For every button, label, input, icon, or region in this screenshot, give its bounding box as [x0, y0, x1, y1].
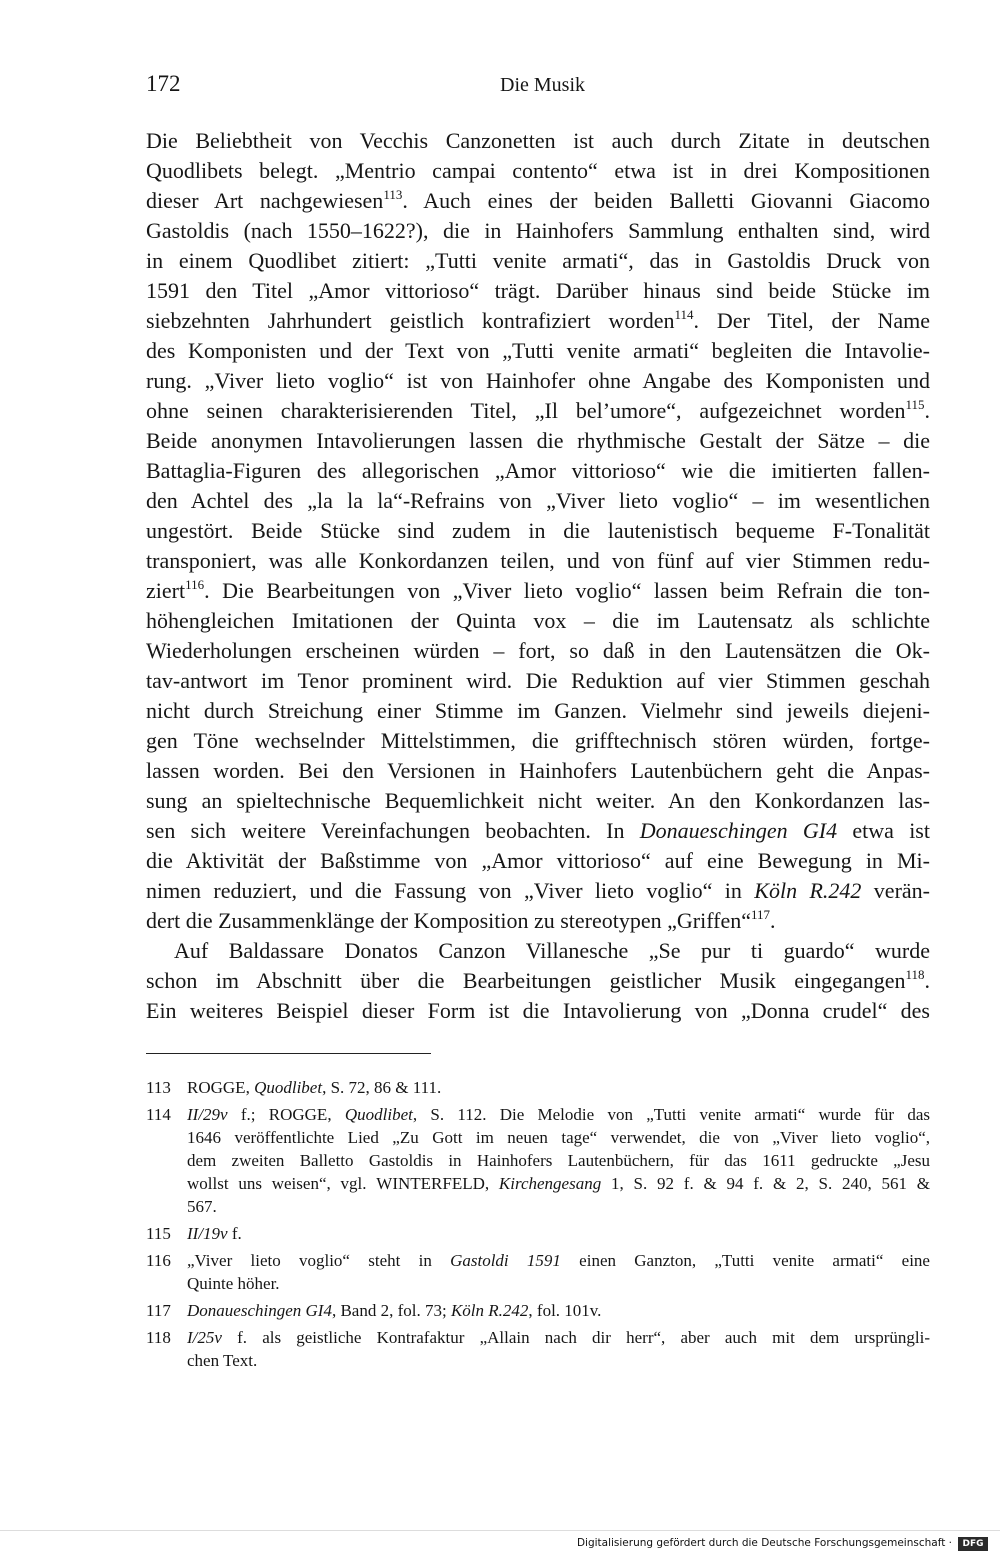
text-run: tav-antwort im Tenor prominent wird. Die Reduktion auf vier Stimmen geschah: [146, 668, 930, 693]
footnotes: [146, 1076, 930, 1376]
text-run: des Komponisten und der Text von „Tutti venite armati“ begleiten die Intavolie-: [146, 338, 930, 363]
text-run: ,: [484, 1174, 499, 1193]
footnote-number: 117: [146, 1301, 171, 1320]
text-line: [146, 906, 930, 936]
text-line: [146, 456, 930, 486]
text-run: . Auch eines der beiden Balletti Giovanni Giacomo: [402, 188, 930, 213]
text-line: [146, 396, 930, 426]
text-run: f.: [227, 1224, 242, 1243]
text-line: [146, 366, 930, 396]
italic-text: II/19v: [187, 1224, 228, 1243]
text-line: [146, 846, 930, 876]
text-run: 1646 veröffentlichte Lied „Zu Gott im neuen tage“ verwendet, die von „Viver lieto voglio“,: [187, 1128, 930, 1147]
running-head: Die Musik: [500, 74, 585, 96]
footnote-number: 114: [146, 1105, 171, 1124]
text-run: .: [770, 908, 776, 933]
text-line: [146, 186, 930, 216]
text-run: , S. 72, 86 & 111.: [322, 1078, 442, 1097]
text-line: [146, 546, 930, 576]
text-run: etwa ist: [837, 818, 930, 843]
text-line: [146, 756, 930, 786]
text-run: ungestört. Beide Stücke sind zudem in die lautenistisch bequeme F-Tonalität: [146, 518, 930, 543]
footnote-line: [187, 1249, 930, 1272]
footnote-number: 118: [146, 1328, 171, 1347]
footnote-line: [187, 1195, 930, 1218]
dfg-logo-icon: DFG: [958, 1537, 988, 1551]
text-run: 1, S. 92 f. & 94 f. & 2, S. 240, 561 &: [601, 1174, 931, 1193]
footnote-line: [187, 1326, 930, 1349]
text-line: [146, 246, 930, 276]
text-run: rung. „Viver lieto voglio“ ist von Hainhofer ohne Angabe des Komponisten und: [146, 368, 930, 393]
banner-text: Digitalisierung gefördert durch die Deutsche Forschungsgemeinschaft ·: [576, 1537, 952, 1549]
text-run: chen Text.: [187, 1351, 258, 1370]
italic-text: II/29v: [187, 1105, 228, 1124]
text-line: [146, 816, 930, 846]
footnote-reference: 117: [751, 907, 771, 922]
italic-text: I/25v: [187, 1328, 222, 1347]
italic-text: Quodlibet: [344, 1105, 413, 1124]
text-line: [146, 726, 930, 756]
text-run: ,: [245, 1078, 255, 1097]
text-line: [146, 786, 930, 816]
italic-text: Quodlibet: [254, 1078, 323, 1097]
italic-text: Donaueschingen GI4: [187, 1301, 332, 1320]
text-run: sen sich weitere Vereinfachungen beobachten. In: [146, 818, 640, 843]
text-run: . Die Bearbeitungen von „Viver lieto voglio“ lassen beim Refrain die ton-: [204, 578, 930, 603]
text-run: siebzehnten Jahrhundert geistlich kontrafiziert worden: [146, 308, 675, 333]
text-run: , S. 112. Die Melodie von „Tutti venite armati“ wurde für das: [412, 1105, 930, 1124]
text-run: 1591 den Titel „Amor vittorioso“ trägt. Darüber hinaus sind beide Stücke im: [146, 278, 930, 303]
text-run: Ein weiteres Beispiel dieser Form ist die Intavolierung von „Donna crudel“ des: [146, 998, 930, 1023]
text-run: lassen worden. Bei den Versionen in Hainhofers Lautenbüchern geht die Anpas-: [146, 758, 930, 783]
footnote-divider: [146, 1053, 431, 1054]
text-run: ohne seinen charakterisierenden Titel, „Il bel’umore“, aufgezeichnet worden: [146, 398, 906, 423]
text-run: einen Ganzton, „Tutti venite armati“ eine: [560, 1251, 930, 1270]
footnote-line: [187, 1349, 930, 1372]
footnote: [146, 1249, 930, 1295]
footnote-line: [187, 1172, 930, 1195]
italic-text: Donaueschingen GI4: [639, 818, 838, 843]
footnote-line: [187, 1149, 930, 1172]
footnote-reference: 113: [383, 187, 403, 202]
text-line: [146, 936, 930, 966]
text-run: Beide anonymen Intavolierungen lassen die rhythmische Gestalt der Sätze – die: [146, 428, 930, 453]
footnote-number: 116: [146, 1251, 171, 1270]
text-run: sung an spieltechnische Bequemlichkeit nicht weiter. An den Konkordanzen las-: [146, 788, 930, 813]
text-line: [146, 156, 930, 186]
text-line: [146, 336, 930, 366]
text-run: , Band 2, fol. 73;: [331, 1301, 451, 1320]
text-line: [146, 426, 930, 456]
author-name: WINTERFELD: [376, 1174, 485, 1193]
text-run: nicht durch Streichung einer Stimme im Ganzen. Vielmehr sind jeweils diejeni-: [146, 698, 930, 723]
text-run: Wiederholungen erscheinen würden – fort, so daß in den Lautensätzen die Ok-: [146, 638, 930, 663]
text-line: [146, 696, 930, 726]
text-run: Auf Baldassare Donatos Canzon Villanesche „Se pur ti guardo“ wurde: [174, 938, 930, 963]
text-run: .: [924, 398, 930, 423]
text-run: den Achtel des „la la la“-Refrains von „Viver lieto voglio“ – im wesentlichen: [146, 488, 930, 513]
footnote-number: 113: [146, 1078, 171, 1097]
text-run: dieser Art nachgewiesen: [146, 188, 384, 213]
footnote-reference: 115: [905, 397, 925, 412]
footnote-line: [187, 1299, 930, 1322]
text-run: „Viver lieto voglio“ steht in: [187, 1251, 451, 1270]
text-run: .: [924, 968, 930, 993]
footnote: [146, 1222, 930, 1245]
digitization-banner: [0, 1530, 1000, 1556]
text-run: verän-: [861, 878, 930, 903]
text-line: [146, 516, 930, 546]
footnote: [146, 1326, 930, 1372]
text-run: . Der Titel, der Name: [693, 308, 930, 333]
text-run: dert die Zusammenklänge der Komposition zu stereotypen „Griffen“: [146, 908, 752, 933]
text-run: transponiert, was alle Konkordanzen teilen, und von fünf auf vier Stimmen redu-: [146, 548, 930, 573]
text-line: [146, 966, 930, 996]
text-run: Quodlibets belegt. „Mentrio campai contento“ etwa ist in drei Kompositionen: [146, 158, 930, 183]
text-line: [146, 306, 930, 336]
text-run: Battaglia-Figuren des allegorischen „Amor vittorioso“ wie die imitierten fallen-: [146, 458, 930, 483]
text-run: Die Beliebtheit von Vecchis Canzonetten ist auch durch Zitate in deutschen: [146, 128, 930, 153]
footnote-reference: 118: [905, 967, 925, 982]
text-run: schon im Abschnitt über die Bearbeitungen geistlicher Musik eingegangen: [146, 968, 906, 993]
footnote-reference: 114: [674, 307, 694, 322]
footnote-line: [187, 1076, 930, 1099]
text-line: [146, 486, 930, 516]
text-line: [146, 576, 930, 606]
text-run: dem zweiten Balletto Gastoldis in Hainhofers Lautenbüchern, für das 1611 gedruckte „Jesu: [187, 1151, 930, 1170]
text-run: höhengleichen Imitationen der Quinta vox – die im Lautensatz als schlichte: [146, 608, 930, 633]
text-line: [146, 606, 930, 636]
footnote: [146, 1103, 930, 1218]
text-line: [146, 666, 930, 696]
text-run: ziert: [146, 578, 186, 603]
footnote: [146, 1299, 930, 1322]
text-line: [146, 126, 930, 156]
text-run: Gastoldis (nach 1550–1622?), die in Hainhofers Sammlung enthalten sind, wird: [146, 218, 930, 243]
italic-text: Kirchengesang: [498, 1174, 602, 1193]
italic-text: Köln R.242: [450, 1301, 529, 1320]
text-line: [146, 216, 930, 246]
footnote-line: [187, 1103, 930, 1126]
text-run: , fol. 101v.: [528, 1301, 602, 1320]
body-text: [146, 126, 930, 1026]
text-run: nimen reduziert, und die Fassung von „Viver lieto voglio“ in: [146, 878, 755, 903]
text-line: [146, 636, 930, 666]
text-run: in einem Quodlibet zitiert: „Tutti venite armati“, das in Gastoldis Druck von: [146, 248, 930, 273]
text-run: ,: [327, 1105, 345, 1124]
text-run: Quinte höher.: [187, 1274, 280, 1293]
footnote-line: [187, 1222, 930, 1245]
text-run: die Aktivität der Baßstimme von „Amor vittorioso“ auf eine Bewegung in Mi-: [146, 848, 930, 873]
italic-text: Gastoldi 1591: [450, 1251, 561, 1270]
italic-text: Köln R.242: [754, 878, 862, 903]
author-name: ROGGE: [187, 1078, 246, 1097]
text-run: f. als geistliche Kontrafaktur „Allain nach dir herr“, aber auch mit dem ursprüngli-: [221, 1328, 930, 1347]
page-number: 172: [146, 71, 181, 96]
footnote-number: 115: [146, 1224, 171, 1243]
footnote: [146, 1076, 930, 1099]
footnote-line: [187, 1272, 930, 1295]
footnote-line: [187, 1126, 930, 1149]
text-run: 567.: [187, 1197, 217, 1216]
text-line: [146, 276, 930, 306]
text-run: wollst uns weisen“, vgl.: [187, 1174, 377, 1193]
footnote-reference: 116: [185, 577, 205, 592]
text-run: gen Töne wechselnder Mittelstimmen, die grifftechnisch stören würden, fortge-: [146, 728, 930, 753]
text-line: [146, 876, 930, 906]
text-line: [146, 996, 930, 1026]
author-name: ROGGE: [268, 1105, 328, 1124]
text-run: f.;: [227, 1105, 269, 1124]
